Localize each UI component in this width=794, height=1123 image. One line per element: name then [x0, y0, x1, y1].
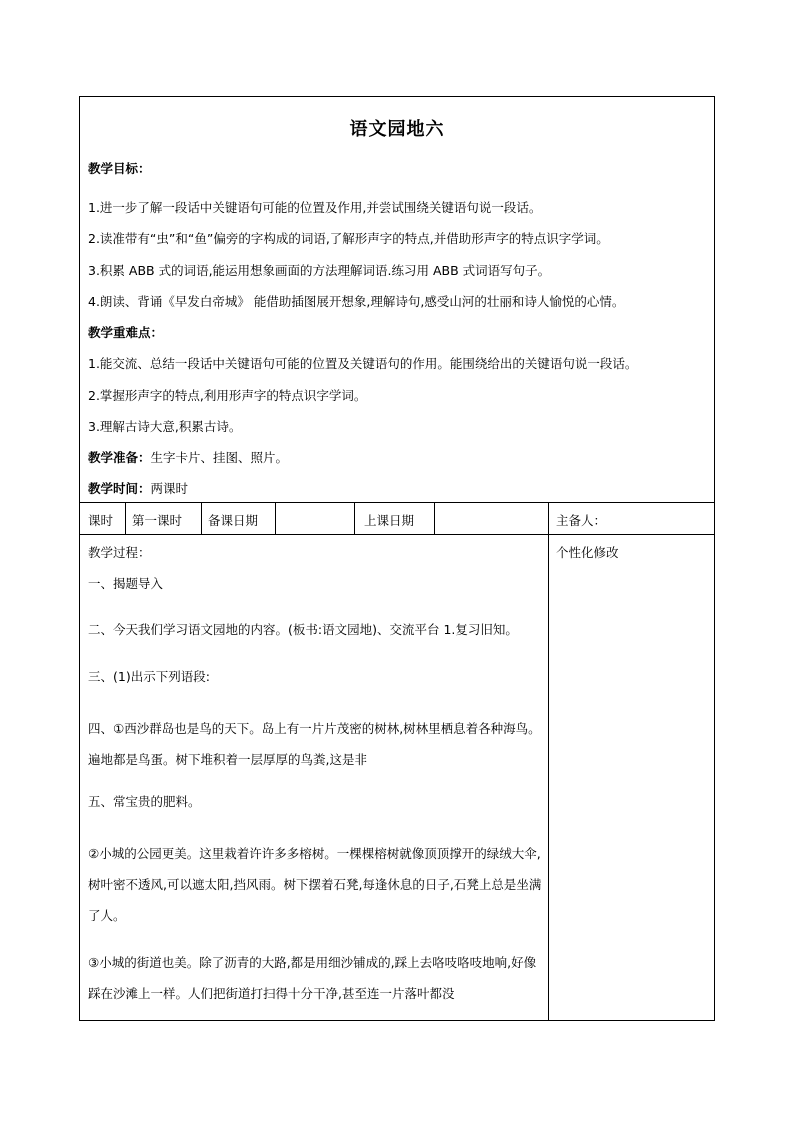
- objective-item: 2.读准带有“虫”和“鱼”偏旁的字构成的词语,了解形声字的特点,并借助形声字的特点识字学词。: [88, 231, 609, 246]
- objective-item: 3.积累 ABB 式的词语,能运用想象画面的方法理解词语.练习用 ABB 式词语写句子。: [88, 263, 551, 278]
- lesson-plan-table: [79, 96, 715, 1021]
- process-paragraph: 五、常宝贵的肥料。: [88, 794, 201, 809]
- key-point-item: 3.理解古诗大意,积累古诗。: [88, 419, 242, 434]
- column-divider: [548, 502, 549, 1020]
- process-paragraph: 一、揭题导入: [88, 576, 164, 591]
- time-label: 教学时间：: [88, 481, 151, 496]
- preparation-value: 生字卡片、挂图、照片。: [150, 450, 289, 465]
- process-paragraph: ③小城的街道也美。除了沥青的大路,都是用细沙铺成的,踩上去咯吱咯吱地响,好像踩在沙滩上一样。人们把街道打扫得十分干净,甚至连一片落叶都没: [88, 955, 537, 1001]
- lesson-label: 课时: [88, 513, 114, 528]
- prep-date-label: 备课日期: [208, 513, 259, 528]
- process-heading: 教学过程：: [88, 545, 151, 560]
- side-notes-heading: 个性化修改: [556, 545, 619, 560]
- time-line: [88, 479, 188, 497]
- row-divider: [80, 502, 714, 503]
- column-divider: [434, 502, 435, 534]
- row-divider: [80, 534, 714, 535]
- process-paragraph: 四、①西沙群岛也是鸟的天下。岛上有一片片茂密的树林,树林里栖息着各种海鸟。遍地都是鸟蛋。树下堆积着一层厚厚的鸟粪,这是非: [88, 721, 541, 767]
- column-divider: [201, 502, 202, 534]
- preparation-line: [88, 448, 288, 466]
- column-divider: [275, 502, 276, 534]
- key-point-item: 2.掌握形声字的特点,利用形声字的特点识字学词。: [88, 388, 367, 403]
- time-value: 两课时: [150, 481, 189, 496]
- column-divider: [125, 502, 126, 534]
- preparer-label: 主备人：: [556, 513, 607, 528]
- objectives-heading: 教学目标：: [88, 161, 151, 176]
- column-divider: [354, 502, 355, 534]
- process-paragraph: ②小城的公园更美。这里栽着许许多多榕树。一棵棵榕树就像顶顶撑开的绿绒大伞,树叶密不透风,可以遮太阳,挡风雨。树下摆着石凳,每逢休息的日子,石凳上总是坐满了人。: [88, 846, 542, 923]
- class-date-label: 上课日期: [364, 513, 415, 528]
- process-paragraph: 三、(1)出示下列语段:: [88, 669, 210, 684]
- objective-item: 1.进一步了解一段话中关键语句可能的位置及作用,并尝试围绕关键语句说一段话。: [88, 200, 542, 215]
- key-points-heading: 教学重难点：: [88, 325, 164, 340]
- lesson-value: 第一课时: [132, 513, 183, 528]
- key-point-item: 1.能交流、总结一段话中关键语句可能的位置及关键语句的作用。能围绕给出的关键语句说一段话。: [88, 356, 638, 371]
- page-title: 语文园地六: [349, 119, 445, 140]
- process-paragraph: 二、今天我们学习语文园地的内容。(板书:语文园地)、交流平台 1.复习旧知。: [88, 622, 518, 637]
- preparation-label: 教学准备：: [88, 450, 151, 465]
- objective-item: 4.朗读、背诵《早发白帝城》 能借助插图展开想象,理解诗句,感受山河的壮丽和诗人愉悦的心情。: [88, 294, 625, 309]
